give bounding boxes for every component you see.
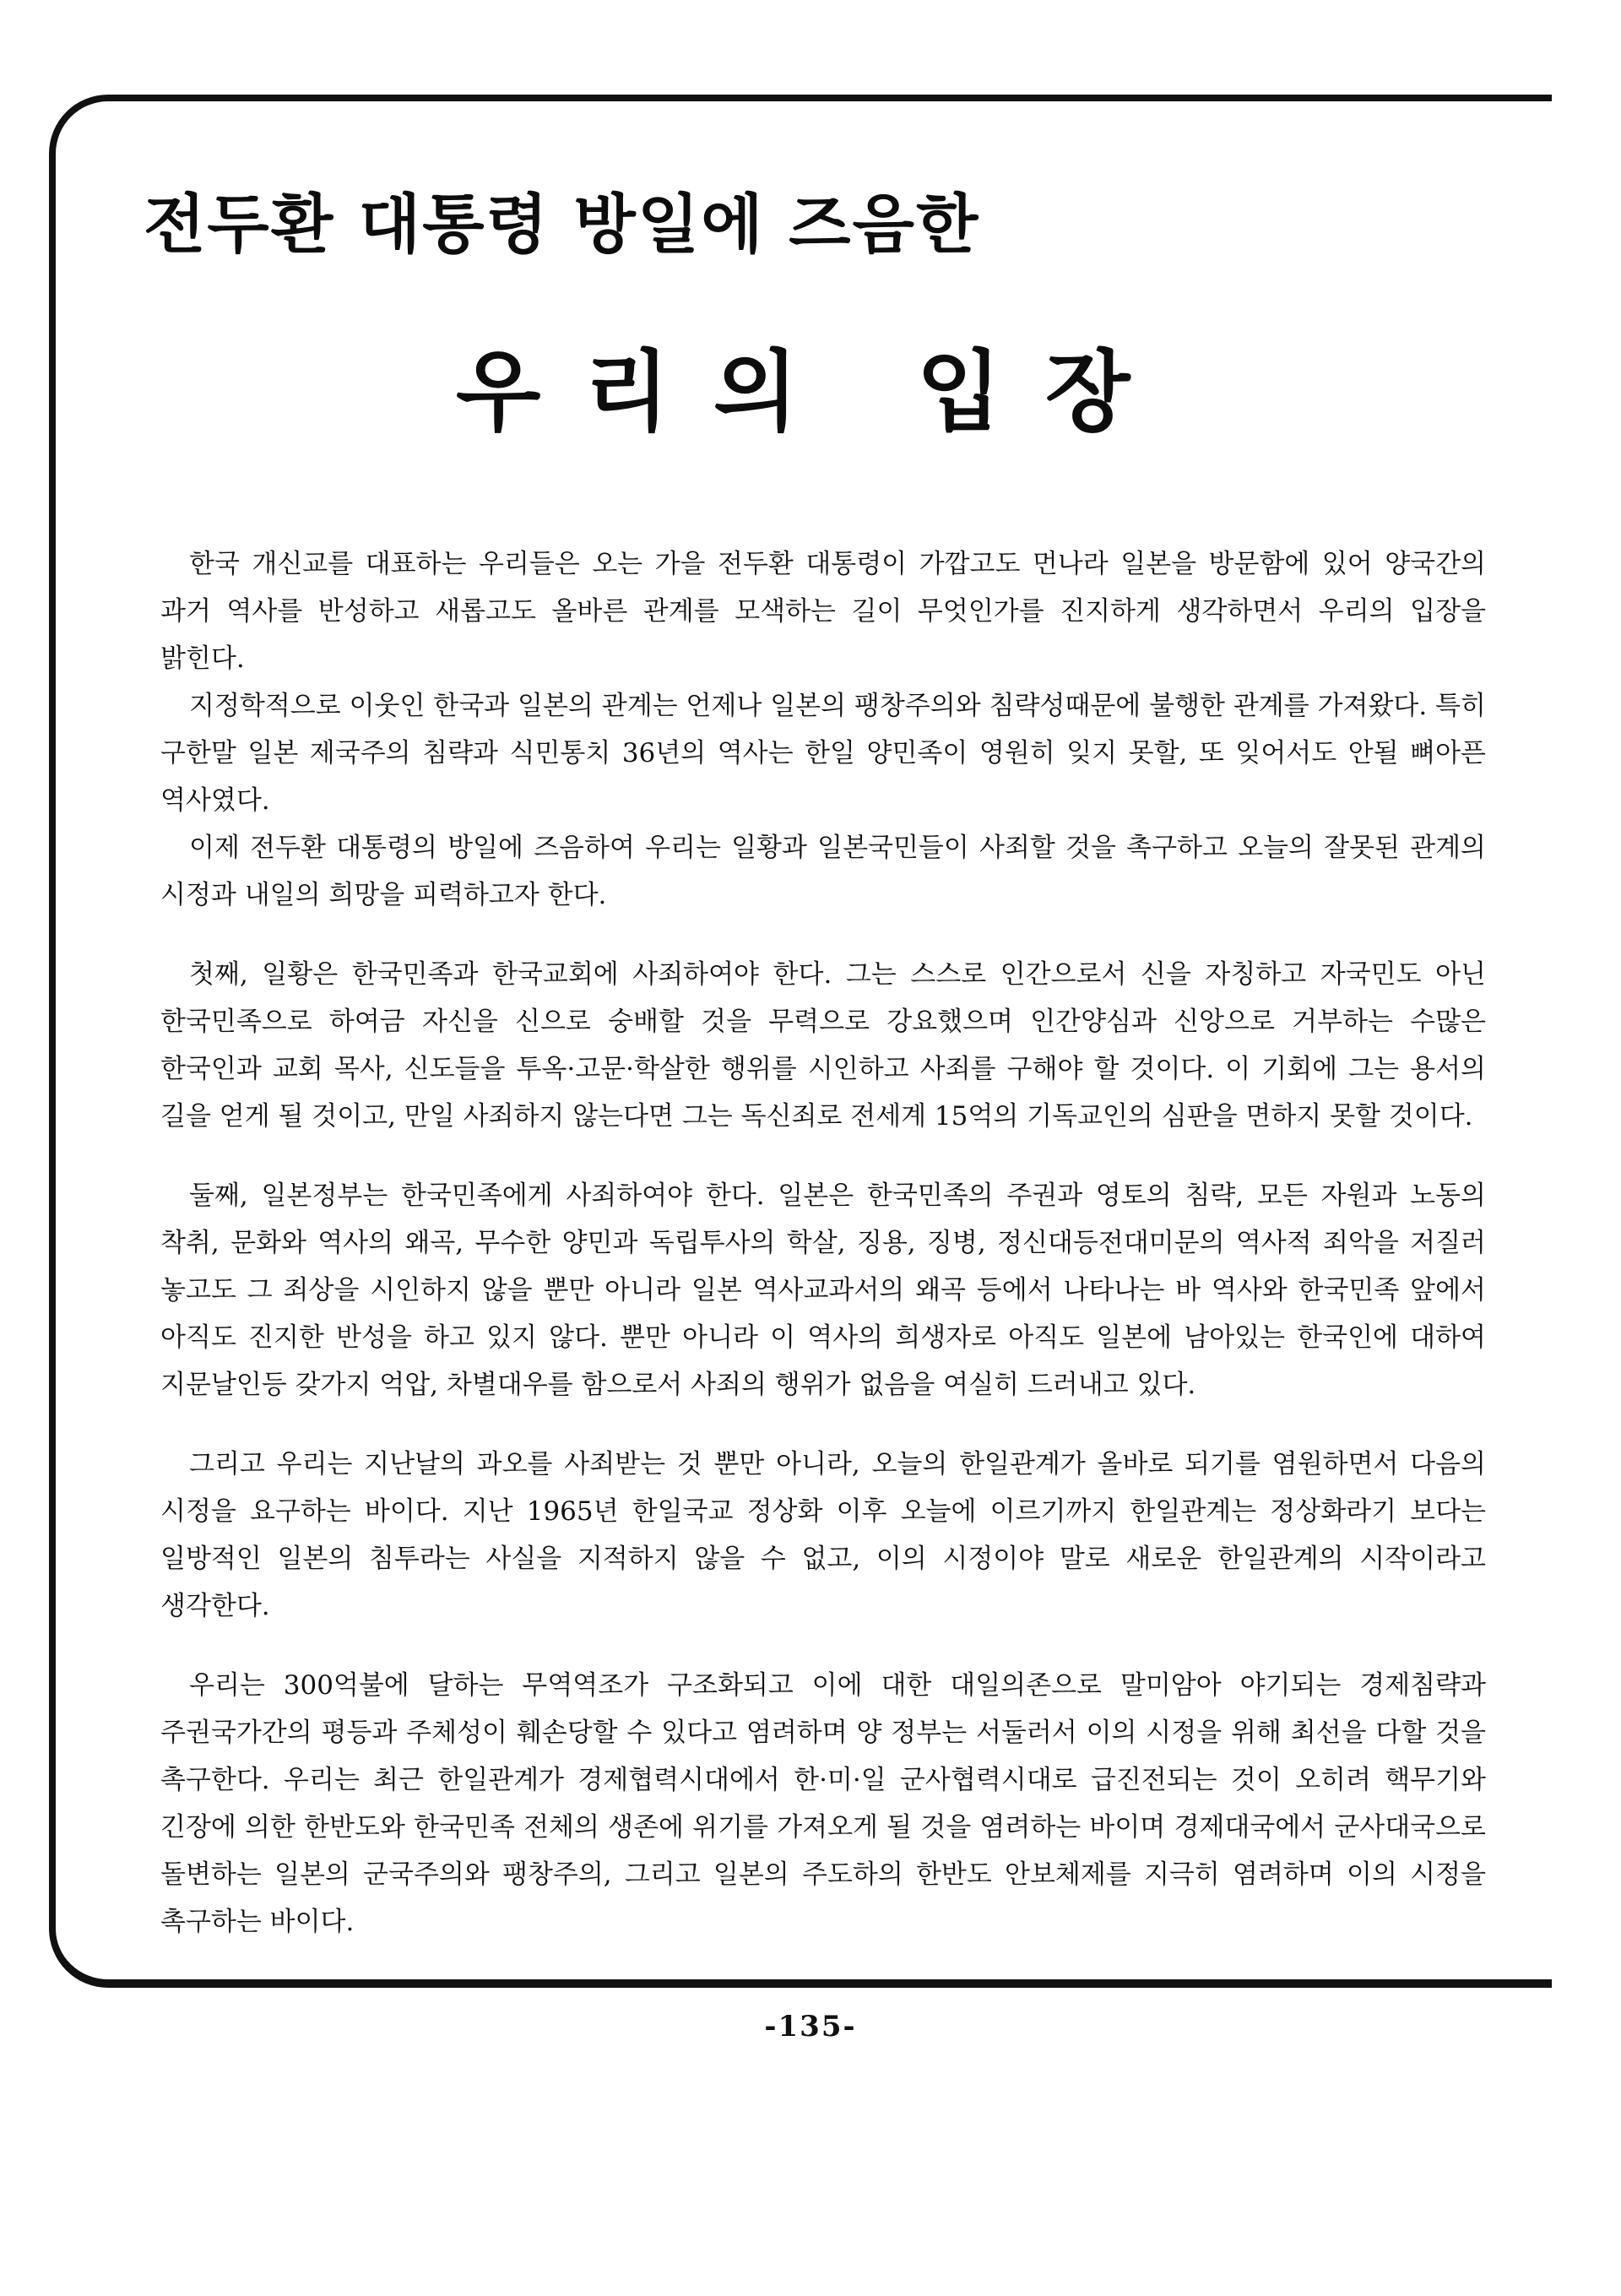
- paragraph-third: 그리고 우리는 지난날의 과오를 사죄받는 것 뿐만 아니라, 오늘의 한일관계가 올바로 되기를 염원하면서 다음의 시정을 요구하는 바이다. 지난 1965년 한일국교 정상화 이후 오늘에 이르기까지 한일관계는 정상화라기 보다는 일방적인 일본의 침투라는 사실을 지적하지 않을 수 없고, 이의 시정이야 말로 새로운 한일관계의 시작이라고 생각한다.: [160, 1449, 1486, 1621]
- paragraph-first: 첫째, 일황은 한국민족과 한국교회에 사죄하여야 한다. 그는 스스로 인간으로서 신을 자칭하고 자국민도 아닌 한국민족으로 하여금 자신을 신으로 숭배할 것을 무력으로 강요했으며 인간양심과 신앙으로 거부하는 수많은 한국인과 교회 목사, 신도들을 투옥·고문·학살한 행위를 시인하고 사죄를 구해야 할 것이다. 이 기회에 그는 용서의 길을 얻게 될 것이고, 만일 사죄하지 않는다면 그는 독신죄로 전세계 15억의 기독교인의 심판을 면하지 못할 것이다.: [160, 959, 1486, 1132]
- paragraph-intro-2: 지정학적으로 이웃인 한국과 일본의 관계는 언제나 일본의 팽창주의와 침략성때문에 불행한 관계를 가져왔다. 특히 구한말 일본 제국주의 침략과 식민통치 36년의 역사는 한일 양민족이 영원히 잊지 못할, 또 잊어서도 안될 뼈아픈 역사였다.: [160, 691, 1486, 816]
- title-line-2: 우리의 입장: [456, 340, 1174, 443]
- paragraph-fourth: 우리는 300억불에 달하는 무역역조가 구조화되고 이에 대한 대일의존으로 말미암아 야기되는 경제침략과 주권국가간의 평등과 주체성이 훼손당할 수 있다고 염려하며 양 정부는 서둘러서 이의 시정을 위해 최선을 다할 것을 촉구한다. 우리는 최근 한일관계가 경제협력시대에서 한·미·일 군사협력시대로 급진전되는 것이 오히려 핵무기와 긴장에 의한 한반도와 한국민족 전체의 생존에 위기를 가져오게 될 것을 염려하는 바이며 경제대국에서 군사대국으로 돌변하는 일본의 군국주의와 팽창주의, 그리고 일본의 주도하의 한반도 안보체제를 지극히 염려하며 이의 시정을 촉구하는 바이다.: [160, 1670, 1486, 1937]
- document-body: [160, 540, 1486, 1946]
- paragraph-intro-3: 이제 전두환 대통령의 방일에 즈음하여 우리는 일황과 일본국민들이 사죄할 것을 촉구하고 오늘의 잘못된 관계의 시정과 내일의 희망을 피력하고자 한다.: [160, 833, 1486, 910]
- title-line-1: 전두환 대통령 방일에 즈음한: [144, 187, 980, 262]
- paragraph-intro-1: 한국 개신교를 대표하는 우리들은 오는 가을 전두환 대통령이 가깝고도 먼나라 일본을 방문함에 있어 양국간의 과거 역사를 반성하고 새롭고도 올바른 관계를 모색하는 길이 무엇인가를 진지하게 생각하면서 우리의 입장을 밝힌다.: [160, 549, 1486, 674]
- paragraph-second: 둘째, 일본정부는 한국민족에게 사죄하여야 한다. 일본은 한국민족의 주권과 영토의 침략, 모든 자원과 노동의 착취, 문화와 역사의 왜곡, 무수한 양민과 독립투사의 학살, 징용, 징병, 정신대등전대미문의 역사적 죄악을 저질러 놓고도 그 죄상을 시인하지 않을 뿐만 아니라 일본 역사교과서의 왜곡 등에서 나타나는 바 역사와 한국민족 앞에서 아직도 진지한 반성을 하고 있지 않다. 뿐만 아니라 이 역사의 희생자로 아직도 일본에 남아있는 한국인에 대하여 지문날인등 갖가지 억압, 차별대우를 함으로서 사죄의 행위가 없음을 여실히 드러내고 있다.: [160, 1181, 1486, 1400]
- page-number: -135-: [764, 2010, 857, 2044]
